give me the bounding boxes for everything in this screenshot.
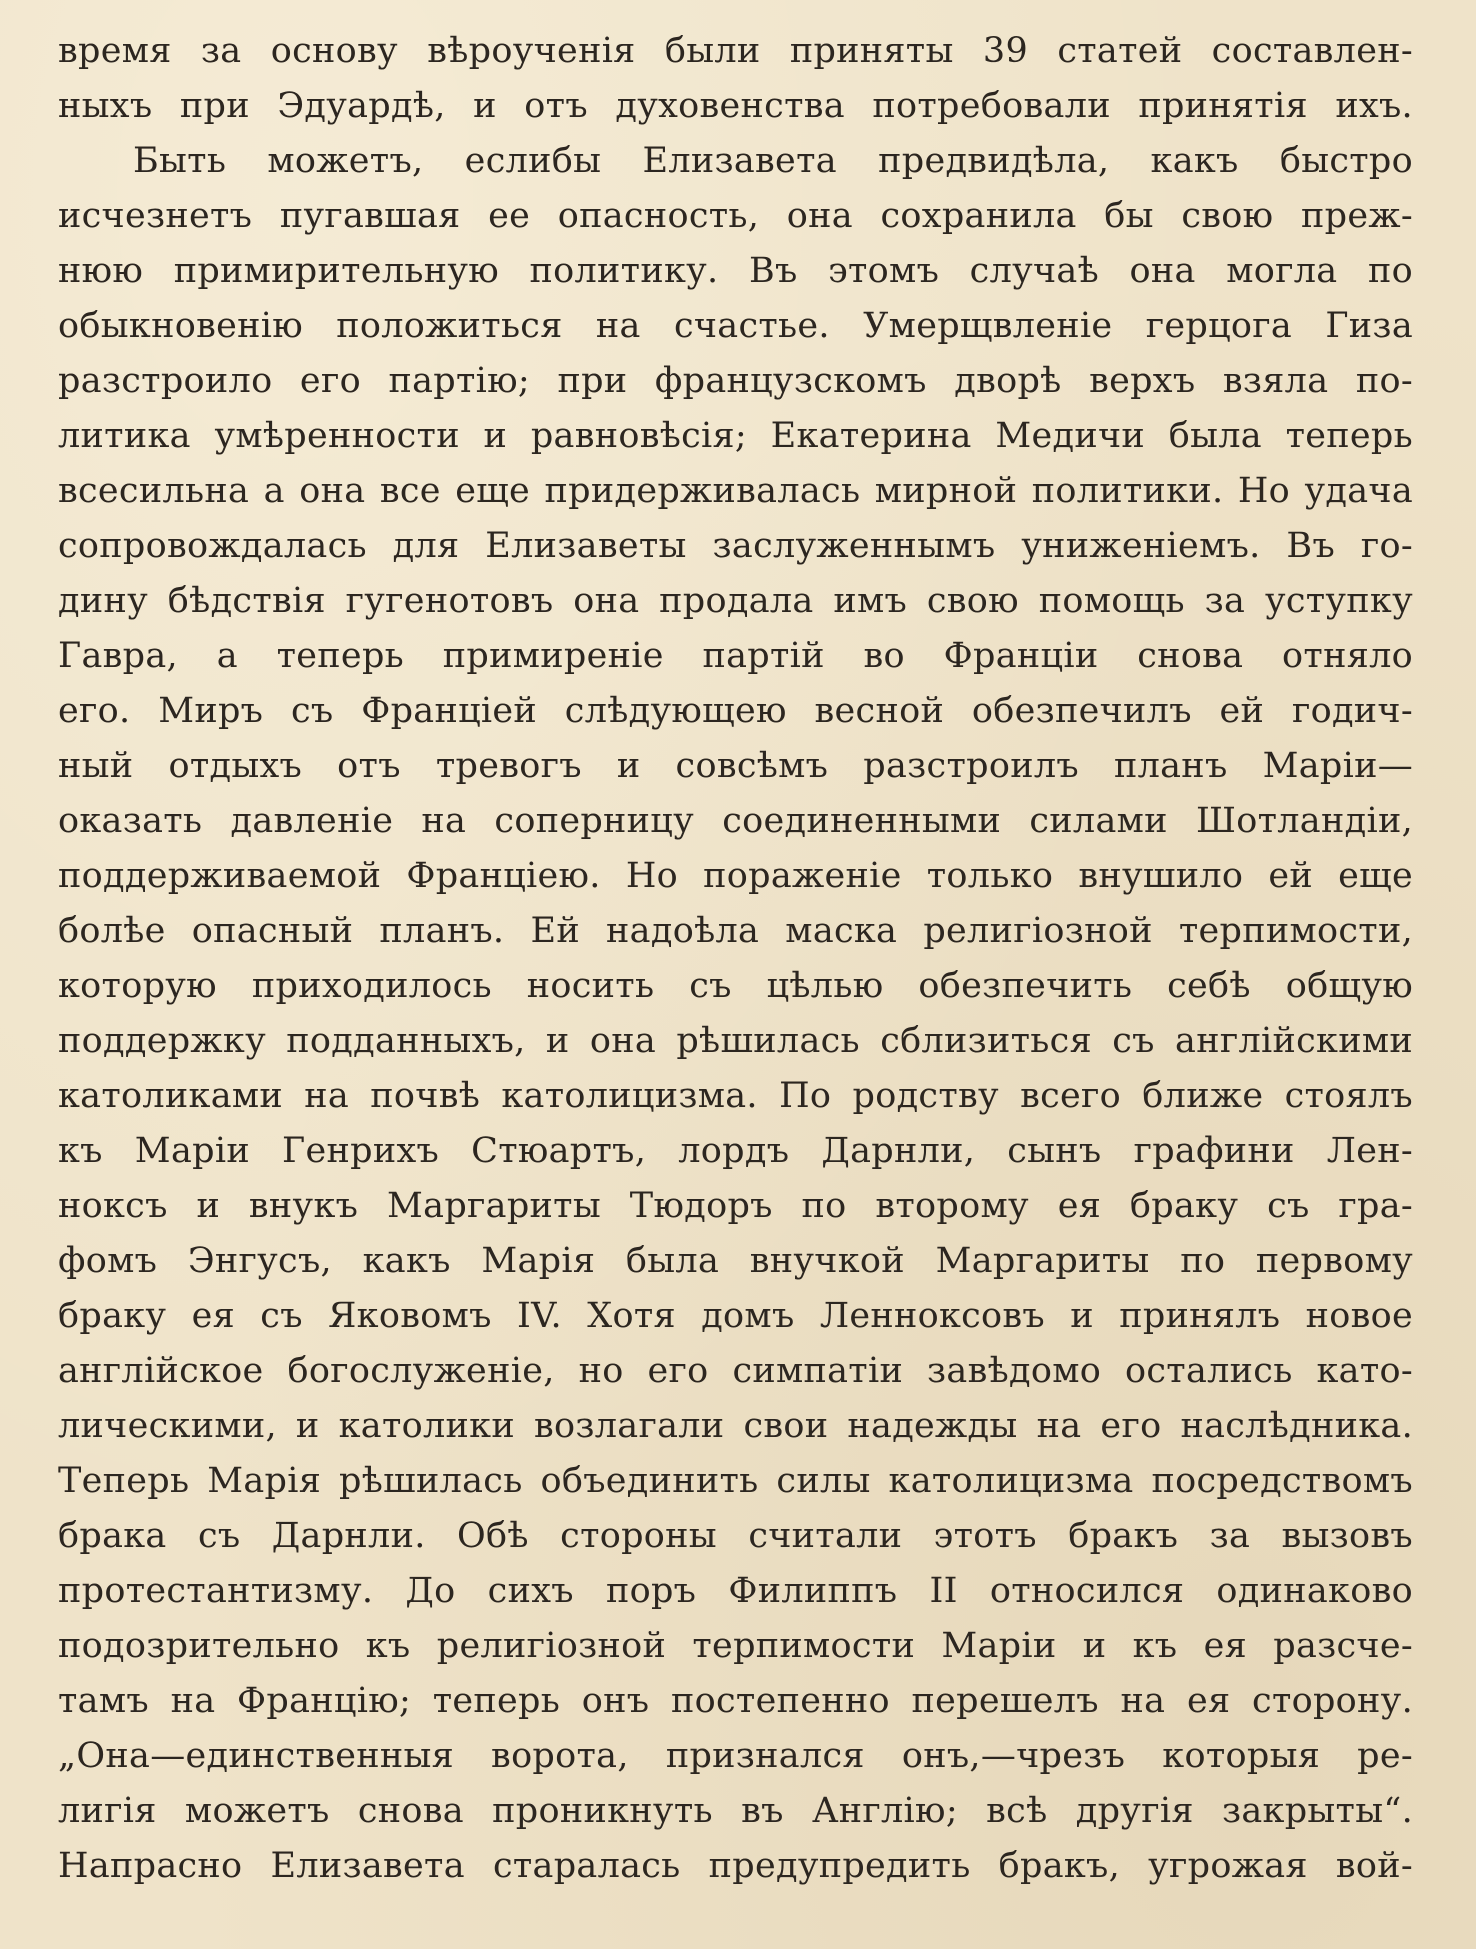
text-line: его. Миръ съ Франціей слѣдующею весной обезпечилъ ей годич- (58, 691, 1413, 731)
text-line: Быть можетъ, еслибы Елизавета предвидѣла, какъ быстро (133, 141, 1413, 181)
text-line: сопровождалась для Елизаветы заслуженнымъ униженіемъ. Въ го- (58, 526, 1413, 566)
text-line: всесильна а она все еще придерживалась мирной политики. Но удача (58, 471, 1413, 511)
text-line: обыкновенію положиться на счастье. Умерщвленіе герцога Гиза (58, 306, 1413, 346)
text-line: протестантизму. До сихъ поръ Филиппъ II относился одинаково (58, 1571, 1413, 1611)
text-line: ноксъ и внукъ Маргариты Тюдоръ по второму ея браку съ гра- (58, 1186, 1413, 1226)
text-line: браку ея съ Яковомъ IV. Хотя домъ Ленноксовъ и принялъ новое (58, 1296, 1413, 1336)
text-line: къ Маріи Генрихъ Стюартъ, лордъ Дарнли, сынъ графини Лен- (58, 1131, 1413, 1171)
text-line: англійское богослуженіе, но его симпатіи завѣдомо остались като- (58, 1351, 1413, 1391)
text-line: фомъ Энгусъ, какъ Марія была внучкой Маргариты по первому (58, 1241, 1413, 1281)
text-line: „Она—единственныя ворота, признался онъ,—чрезъ которыя ре- (58, 1736, 1413, 1776)
text-line: Гавра, а теперь примиреніе партій во Франціи снова отняло (58, 636, 1413, 676)
text-line: время за основу вѣроученія были приняты 39 статей составлен- (58, 31, 1413, 71)
text-line: ный отдыхъ отъ тревогъ и совсѣмъ разстроилъ планъ Маріи— (58, 746, 1413, 786)
text-line: подозрительно къ религіозной терпимости Маріи и къ ея разсче- (58, 1626, 1413, 1666)
text-line: которую приходилось носить съ цѣлью обезпечить себѣ общую (58, 966, 1413, 1006)
text-line: нюю примирительную политику. Въ этомъ случаѣ она могла по (58, 251, 1413, 291)
text-line: лигія можетъ снова проникнуть въ Англію; всѣ другія закрыты“. (58, 1791, 1413, 1831)
page-text (58, 24, 1413, 1894)
text-line: разстроило его партію; при французскомъ дворѣ верхъ взяла по- (58, 361, 1413, 401)
text-line: Теперь Марія рѣшилась объединить силы католицизма посредствомъ (58, 1461, 1413, 1501)
text-line: тамъ на Францію; теперь онъ постепенно перешелъ на ея сторону. (58, 1681, 1413, 1721)
text-line: исчезнетъ пугавшая ее опасность, она сохранила бы свою преж- (58, 196, 1413, 236)
text-line: ныхъ при Эдуардѣ, и отъ духовенства потребовали принятія ихъ. (58, 86, 1413, 126)
text-line: дину бѣдствія гугенотовъ она продала имъ свою помощь за уступку (58, 581, 1413, 621)
text-line: лическими, и католики возлагали свои надежды на его наслѣдника. (58, 1406, 1413, 1446)
text-line: поддерживаемой Франціею. Но пораженіе только внушило ей еще (58, 856, 1413, 896)
text-line: оказать давленіе на соперницу соединенными силами Шотландіи, (58, 801, 1413, 841)
text-line: болѣе опасный планъ. Ей надоѣла маска религіозной терпимости, (58, 911, 1413, 951)
text-line: поддержку подданныхъ, и она рѣшилась сблизиться съ англійскими (58, 1021, 1413, 1061)
text-line: Напрасно Елизавета старалась предупредить бракъ, угрожая вой- (58, 1846, 1413, 1886)
text-line: католиками на почвѣ католицизма. По родству всего ближе стоялъ (58, 1076, 1413, 1116)
text-line: брака съ Дарнли. Обѣ стороны считали этотъ бракъ за вызовъ (58, 1516, 1413, 1556)
text-line: литика умѣренности и равновѣсія; Екатерина Медичи была теперь (58, 416, 1413, 456)
